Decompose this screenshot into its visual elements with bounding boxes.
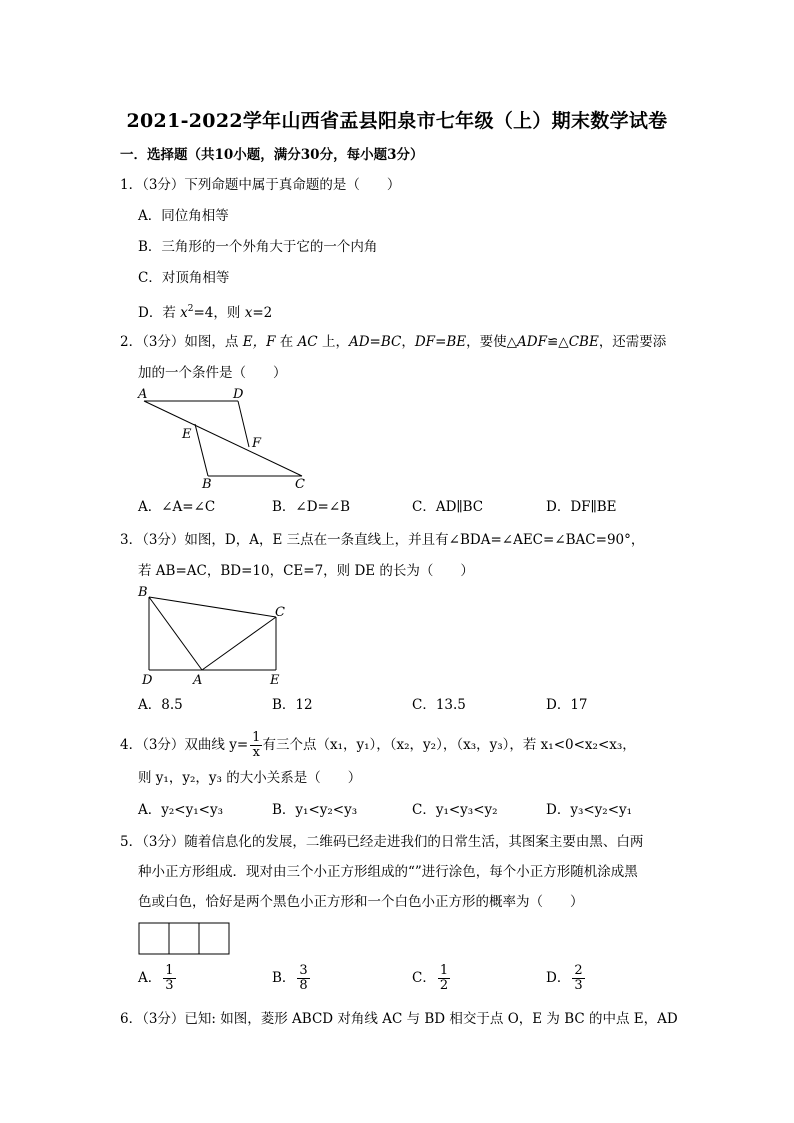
q2-label-f: F: [252, 436, 262, 451]
q5-option-d: D． $\frac{2}{3}$: [546, 963, 583, 993]
q5-option-a: A． $\frac{1}{3}$: [138, 963, 174, 993]
page-title: 2021-2022学年山西省盂县阳泉市七年级（上）期末数学试卷: [126, 110, 668, 132]
q4-option-d: D．y₃<y₂<y₁: [546, 802, 633, 818]
q2-option-b: B．∠D=∠B: [272, 499, 351, 515]
q2-stem-line1: 2．（3分）如图，点 E，F 在 AC 上，AD=BC，DF=BE，要使△ADF≌△CBE，还需要添: [120, 334, 667, 350]
q2-segment-eb: [195, 424, 208, 476]
q2-option-c: C．AD∥BC: [412, 499, 484, 515]
q3-option-a: A．8.5: [138, 697, 183, 713]
q1-option-c: C．对顶角相等: [138, 270, 230, 286]
q6-stem-line1: 6．（3分）已知: 如图，菱形 ABCD 对角线 AC 与 BD 相交于点 O，E 为 BC 的中点 E，AD: [120, 1011, 678, 1027]
q2-label-d: D: [233, 387, 244, 402]
q2-segment-ac: [144, 401, 302, 476]
q2-segment-df: [238, 401, 249, 447]
q5-stem-line2: 种小正方形组成．现对由三个小正方形组成的“”进行涂色，每个小正方形随机涂成黑: [138, 864, 638, 880]
q5-option-c: C． $\frac{1}{2}$: [412, 963, 449, 993]
q5-square-2: [169, 923, 199, 954]
q1-stem: 1．（3分）下列命题中属于真命题的是（ ）: [120, 177, 401, 193]
q3-label-a: A: [193, 673, 203, 688]
q2-figure: [130, 384, 320, 494]
q2-label-c: C: [295, 477, 305, 492]
q3-segment-bc: [149, 597, 276, 617]
q5-square-strip: [138, 922, 232, 956]
q2-label-e: E: [182, 427, 192, 442]
q1-option-b: B．三角形的一个外角大于它的一个内角: [138, 239, 378, 255]
q3-label-e: E: [270, 673, 280, 688]
q3-label-d: D: [142, 673, 153, 688]
q3-option-c: C．13.5: [412, 697, 466, 713]
q5-option-b: B． $\frac{3}{8}$: [272, 963, 308, 993]
q1-option-a: A．同位角相等: [138, 208, 229, 224]
q4-option-b: B．y₁<y₂<y₃: [272, 802, 358, 818]
q2-stem-line2: 加的一个条件是（ ）: [138, 365, 287, 381]
q5-stem-line1: 5．（3分）随着信息化的发展，二维码已经走进我们的日常生活，其图案主要由黑、白两: [120, 834, 644, 850]
q4-option-a: A．y₂<y₁<y₃: [138, 802, 223, 818]
q4-stem-line2: 则 y₁，y₂，y₃ 的大小关系是（ ）: [138, 770, 362, 786]
q3-option-d: D．17: [546, 697, 588, 713]
q3-stem-line2: 若 AB=AC，BD=10，CE=7，则 DE 的长为（ ）: [138, 563, 474, 579]
q2-label-a: A: [138, 387, 148, 402]
q3-segment-ba: [149, 597, 202, 670]
q4-option-c: C．y₁<y₃<y₂: [412, 802, 498, 818]
q4-stem-line1: 4．（3分）双曲线 y= $\frac{1}{x}$ 有三个点（x₁，y₁），（x₂，y₂），（x₃，y₃），若 x₁<0<x₂<x₃，: [120, 730, 636, 760]
q2-label-b: B: [202, 477, 212, 492]
q2-option-d: D．DF∥BE: [546, 499, 617, 515]
q4-fraction: $\frac{1}{x}$: [252, 730, 261, 760]
q3-label-c: C: [275, 605, 285, 620]
q3-segment-ac: [202, 617, 276, 670]
q2-option-a: A．∠A=∠C: [138, 499, 216, 515]
q3-stem-line1: 3．（3分）如图，D，A，E 三点在一条直线上，并且有∠BDA=∠AEC=∠BAC=90°，: [120, 532, 645, 548]
q5-square-1: [139, 923, 169, 954]
q5-square-3: [199, 923, 229, 954]
q5-stem-line3: 色或白色，恰好是两个黑色小正方形和一个白色小正方形的概率为（ ）: [138, 894, 584, 910]
q3-figure: [130, 582, 300, 692]
q3-option-b: B．12: [272, 697, 313, 713]
section-heading: 一．选择题（共10小题，满分30分，每小题3分）: [120, 147, 424, 163]
q1-option-d: D．若 $x^2=4$，则 x=2: [138, 304, 273, 321]
q3-label-b: B: [138, 585, 148, 600]
